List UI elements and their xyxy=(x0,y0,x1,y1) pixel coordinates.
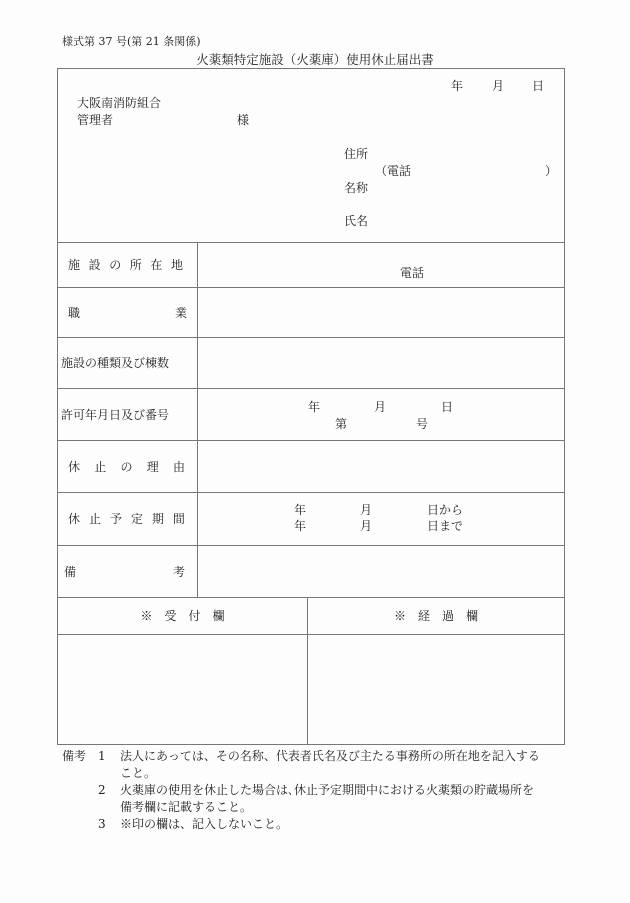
progress-header: ※ 経 過 欄 xyxy=(393,609,478,623)
phone-close: ） xyxy=(545,164,558,178)
date-year: 年 xyxy=(451,79,464,93)
from-year: 年 xyxy=(294,503,307,517)
note-text: 火薬庫の使用を休止した場合は､休止予定期間中における火薬類の貯蔵場所を備考欄に記載すること。 xyxy=(120,783,535,814)
addressee-org: 大阪南消防組合 xyxy=(77,96,162,110)
from-month: 月 xyxy=(360,503,373,517)
permit-month: 月 xyxy=(374,400,387,414)
permit-day: 日 xyxy=(441,400,454,414)
facility-type-count-field[interactable] xyxy=(197,337,564,388)
notes-heading: 備考 xyxy=(62,749,87,763)
remarks-field[interactable] xyxy=(197,545,564,597)
label-remarks: 備 考 xyxy=(64,564,185,579)
progress-field xyxy=(307,634,565,745)
name-label: 名称 xyxy=(344,181,369,195)
suspension-period-field[interactable] xyxy=(197,492,564,545)
label-facility-location: 施 設 の 所 在 地 xyxy=(68,258,183,272)
date-month: 月 xyxy=(492,79,505,93)
reception-field xyxy=(58,634,307,745)
honorific: 様 xyxy=(237,113,250,127)
date-day: 日 xyxy=(532,79,545,93)
address-label: 住所 xyxy=(344,147,369,161)
label-suspension-period: 休 止 予 定 期 間 xyxy=(68,512,185,526)
note-number: 3 xyxy=(98,817,106,831)
note-text: ※印の欄は、記入しないこと。 xyxy=(120,817,289,831)
label-facility-type-count: 施設の種類及び棟数 xyxy=(61,356,170,370)
note-text: 法人にあっては、その名称、代表者氏名及び主たる事務所の所在地を記入すること。 xyxy=(120,749,540,780)
occupation-field[interactable] xyxy=(197,287,564,337)
notes-section xyxy=(62,748,540,833)
reception-header: ※ 受 付 欄 xyxy=(140,609,225,623)
to-month: 月 xyxy=(360,519,373,533)
permit-date-number-field[interactable] xyxy=(197,388,564,440)
permit-number-prefix: 第 xyxy=(335,417,348,431)
to-day: 日まで xyxy=(427,519,464,533)
from-day: 日から xyxy=(427,503,464,517)
label-permit-date-number: 許可年月日及び番号 xyxy=(61,407,170,422)
suspension-reason-field[interactable] xyxy=(197,440,564,492)
permit-year: 年 xyxy=(308,400,321,414)
form-number: 様式第 37 号(第 21 条関係) xyxy=(62,35,201,48)
label-occupation: 職 業 xyxy=(68,305,187,320)
note-number: 1 xyxy=(98,749,106,763)
document-title: 火薬類特定施設（火薬庫）使用休止届出書 xyxy=(196,52,434,67)
note-number: 2 xyxy=(98,783,106,797)
facility-location-field[interactable] xyxy=(197,242,564,287)
permit-number-suffix: 号 xyxy=(416,417,429,431)
phone-open: （電話 xyxy=(375,164,412,178)
form-table xyxy=(57,68,565,745)
person-label: 氏名 xyxy=(344,214,369,228)
to-year: 年 xyxy=(294,519,307,533)
addressee-title: 管理者 xyxy=(77,113,114,127)
phone-label: 電話 xyxy=(400,266,425,280)
label-suspension-reason: 休 止 の 理 由 xyxy=(68,459,185,474)
